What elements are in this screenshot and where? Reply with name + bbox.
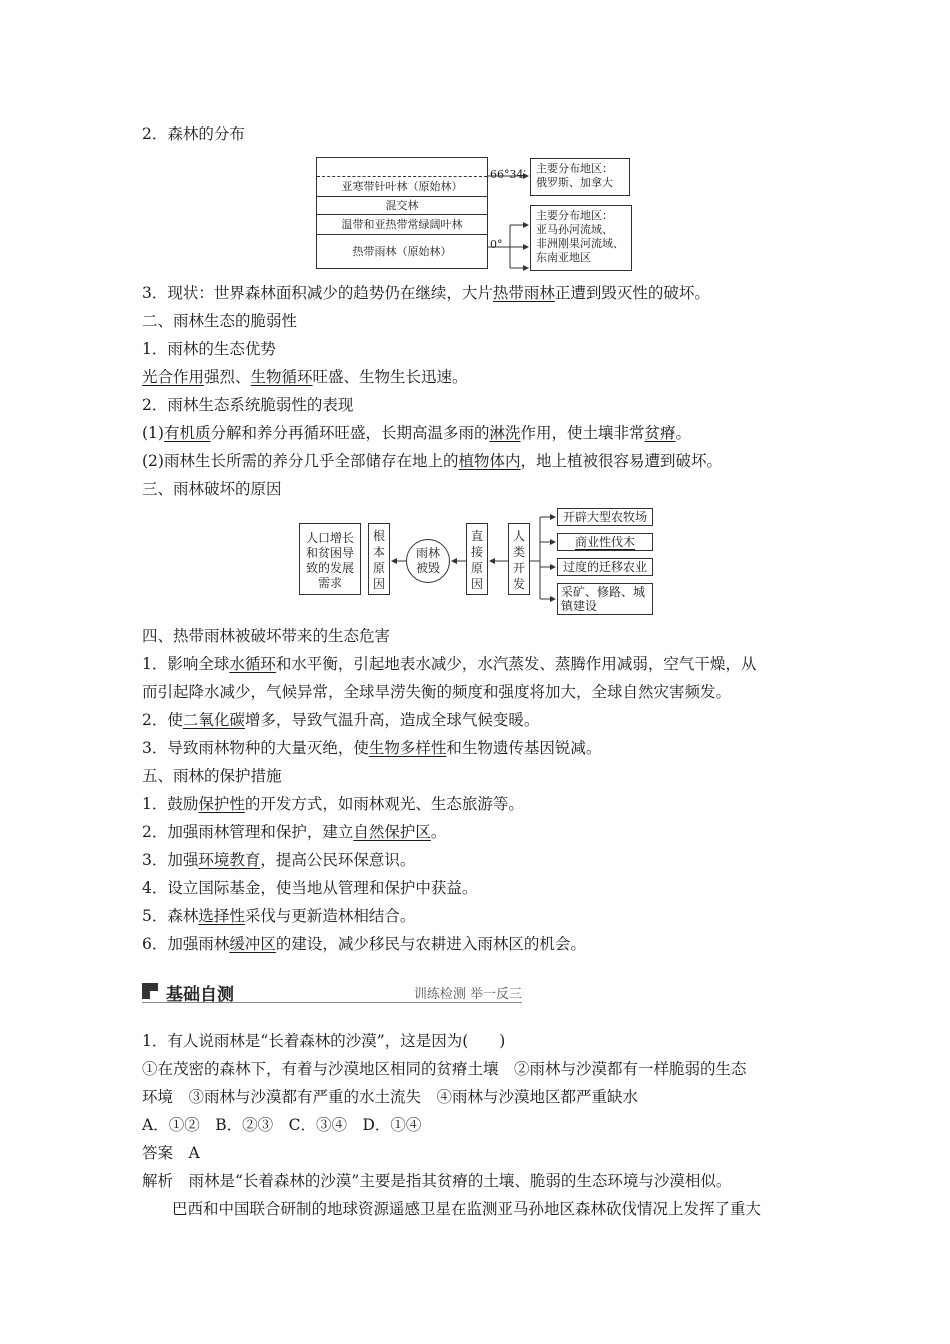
- next-passage: 巴西和中国联合研制的地球资源遥感卫星在监测亚马孙地区森林砍伐情况上发挥了重大: [172, 1200, 762, 1218]
- root-c1: 根: [372, 529, 385, 543]
- s2-p2a-text1: 分解和养分再循环旺盛，长期高温多雨的: [210, 424, 490, 442]
- dev-shifting-agri-box: 过度的迁移农业: [557, 558, 653, 576]
- s5-p3: [142, 850, 415, 870]
- s5-p5: [142, 906, 415, 926]
- s4-p1-line2: 而引起降水减少，气候异常，全球旱涝失衡的频度和强度将加大，全球自然灾害频发。: [142, 683, 732, 701]
- kw-commercial-logging: 商业性伐木: [574, 535, 635, 549]
- region-tropical-line1: 主要分布地区：: [536, 209, 613, 222]
- direct-c1: 直: [470, 529, 483, 543]
- kw-biocycle: 生物循环: [250, 368, 313, 386]
- dev-ranching-box: 开辟大型农牧场: [557, 508, 653, 526]
- direct-c4: 因: [470, 577, 483, 591]
- human-c1: 人: [512, 529, 525, 543]
- root-c4: 因: [372, 577, 385, 591]
- zone-temperate-broadleaf: 温带和亚热带常绿阔叶林: [317, 214, 487, 235]
- q1-stem: 1．有人说雨林是“长着森林的沙漠”，这是因为( ): [142, 1032, 506, 1050]
- status-text-post: 正遭到毁灭性的破坏。: [554, 284, 710, 302]
- human-c3: 开: [512, 561, 525, 575]
- s5-p1: [142, 794, 524, 814]
- s5-p6-post: 的建设，减少移民与农耕进入雨林区的机会。: [275, 935, 586, 953]
- zone-tropical-rainforest: 热带雨林（原始林）: [317, 234, 487, 269]
- kw-photosynthesis: 光合作用: [142, 368, 205, 386]
- s4-p2: [142, 710, 539, 730]
- s4-p3-post: 和生物遗传基因锐减。: [446, 739, 602, 757]
- s2-p2a-text2: 作用，使土壤非常: [520, 424, 645, 442]
- zone-subarctic-coniferous: 亚寒带针叶林（原始林）: [317, 176, 487, 197]
- section3-title: 三、雨林破坏的原因: [142, 480, 282, 498]
- direct-c2: 接: [470, 545, 483, 559]
- q1-answer: 答案 A: [142, 1144, 200, 1162]
- s4-p3-pre: 3．导致雨林物种的大量灭绝，使: [142, 739, 369, 757]
- kw-selective: 选择性: [198, 907, 245, 925]
- section-title: 基础自测: [166, 985, 234, 1005]
- latitude-66-label: 66°34′: [490, 168, 526, 181]
- mining-l1: 采矿、修路、城: [561, 585, 646, 599]
- region-north-line2: 俄罗斯、加拿大: [536, 176, 613, 189]
- mining-l2: 镇建设: [561, 599, 598, 613]
- kw-water-cycle: 水循环: [229, 655, 276, 673]
- s5-p2-pre: 2．加强雨林管理和保护，建立: [142, 823, 354, 841]
- root-c3: 原: [372, 561, 385, 575]
- s2-p1-text2: 旺盛、生物生长迅速。: [312, 368, 468, 386]
- s2-p2a-end: 。: [675, 424, 692, 442]
- s2-p2-title: 2．雨林生态系统脆弱性的表现: [142, 396, 354, 414]
- q1-choices: A．①② B．②③ C．③④ D．①④: [142, 1116, 422, 1134]
- human-c4: 发: [512, 577, 525, 591]
- region-tropical-line2: 亚马孙河流域、: [536, 223, 613, 236]
- human-c2: 类: [512, 545, 525, 559]
- section-header-self-test: [142, 978, 522, 1006]
- kw-organic: 有机质: [163, 424, 211, 442]
- s5-p2-post: 。: [430, 823, 447, 841]
- region-tropical-line4: 东南亚地区: [536, 251, 591, 264]
- zone-mixed-forest: 混交林: [317, 196, 487, 215]
- q1-options-line1: ①在茂密的森林下，有着与沙漠地区相同的贫瘠土壤 ②雨林与沙漠都有一样脆弱的生态: [142, 1060, 747, 1078]
- cause-line1: 人口增长: [305, 531, 354, 545]
- s5-p1-post: 的开发方式，如雨林观光、生态旅游等。: [244, 795, 524, 813]
- s2-p2b-pre: (2)雨林生长所需的养分几乎全部储存在地上的: [142, 452, 459, 470]
- cause-line2: 和贫困导: [305, 546, 354, 560]
- kw-plant-body: 植物体内: [458, 452, 521, 470]
- section5-title: 五、雨林的保护措施: [142, 767, 282, 785]
- kw-biodiversity: 生物多样性: [368, 739, 447, 757]
- cause-line3: 致的发展: [305, 561, 354, 575]
- s4-p1-pre: 1．影响全球: [142, 655, 230, 673]
- kw-leaching: 淋洗: [489, 424, 521, 442]
- section-subtitle: 训练检测 举一反三: [413, 987, 522, 1002]
- kw-protective: 保护性: [198, 795, 245, 813]
- s2-p1-title: 1．雨林的生态优势: [142, 340, 276, 358]
- s5-p4: 4．设立国际基金，使当地从管理和保护中获益。: [142, 879, 478, 897]
- kw-env-education: 环境教育: [198, 851, 261, 869]
- kw-co2: 二氧化碳: [182, 711, 245, 729]
- q1-analysis: 解析 雨林是“长着森林的沙漠”主要是指其贫瘠的土壤、脆弱的生态环境与沙漠相似。: [142, 1172, 732, 1190]
- status-keyword: 热带雨林: [492, 284, 555, 302]
- section2-title: 二、雨林生态的脆弱性: [142, 312, 298, 330]
- direct-c3: 原: [470, 561, 483, 575]
- s5-p3-post: ，提高公民环保意识。: [260, 851, 416, 869]
- s2-p2a-pre: (1): [142, 424, 164, 442]
- s4-p3: [142, 738, 601, 758]
- s2-p1-text1: 强烈、: [204, 368, 251, 386]
- s4-p1: [142, 654, 756, 674]
- s2-p2b-post: ，地上植被很容易遭到破坏。: [520, 452, 722, 470]
- cause-line4: 需求: [317, 576, 342, 590]
- heading-forest-distribution: 2．森林的分布: [142, 125, 245, 143]
- s5-p3-pre: 3．加强: [142, 851, 199, 869]
- s4-p2-post: 增多，导致气温升高，造成全球气候变暖。: [244, 711, 540, 729]
- section4-title: 四、热带雨林被破坏带来的生态危害: [142, 627, 391, 645]
- latitude-0-label: 0°: [490, 238, 503, 251]
- center-l2: 被毁: [415, 561, 440, 575]
- q1-options-line2: 环境 ③雨林与沙漠都有严重的水土流失 ④雨林与沙漠地区都严重缺水: [142, 1088, 639, 1106]
- status-text-pre: 3．现状：世界森林面积减少的趋势仍在继续，大片: [142, 284, 493, 302]
- section-rule: [142, 1002, 522, 1003]
- s5-p5-post: 采伐与更新造林相结合。: [244, 907, 416, 925]
- kw-infertile: 贫瘠: [644, 424, 676, 442]
- s5-p1-pre: 1．鼓励: [142, 795, 199, 813]
- root-c2: 本: [372, 545, 385, 559]
- center-l1: 雨林: [415, 546, 440, 560]
- s4-p2-pre: 2．使: [142, 711, 183, 729]
- region-tropical-line3: 非洲刚果河流域、: [536, 237, 624, 250]
- s5-p6: [142, 934, 586, 954]
- kw-buffer-zone: 缓冲区: [229, 935, 276, 953]
- s5-p6-pre: 6．加强雨林: [142, 935, 230, 953]
- s4-p1-post: 和水平衡，引起地表水减少，水汽蒸发、蒸腾作用减弱，空气干燥，从: [275, 655, 757, 673]
- s5-p5-pre: 5．森林: [142, 907, 199, 925]
- region-north-line1: 主要分布地区：: [536, 162, 613, 175]
- kw-nature-reserve: 自然保护区: [353, 823, 431, 841]
- section-square-icon: [142, 983, 158, 999]
- s5-p2: [142, 822, 446, 842]
